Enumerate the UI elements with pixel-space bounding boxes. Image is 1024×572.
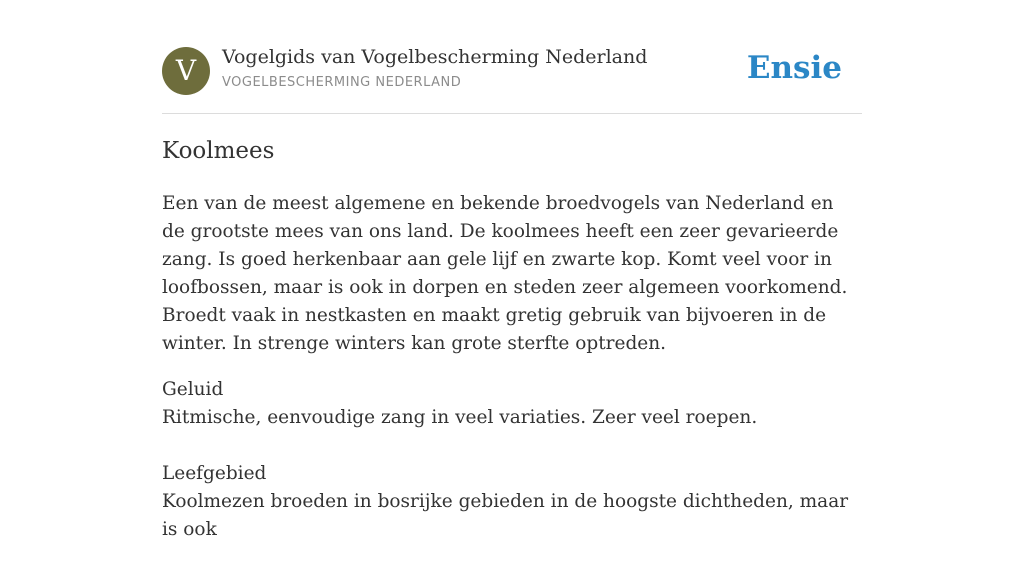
source-header: [162, 0, 862, 114]
entry-description: Een van de meest algemene en bekende broedvogels van Nederland en de grootste mees van ons land. De koolmees heeft een zeer gevarieerde zang. Is goed herkenbaar aan gele lijf en zwarte kop. Komt veel voor in loofbossen, maar is ook in dorpen en steden zeer algemeen voorkomend. Broedt vaak in nestkasten en maakt gretig gebruik van bijvoeren in de winter. In strenge winters kan grote sterfte optreden.: [162, 193, 848, 354]
entry-title: Koolmees: [162, 138, 275, 164]
source-title[interactable]: Vogelgids van Vogelbescherming Nederland: [222, 46, 648, 68]
section-heading: Leefgebied: [162, 463, 267, 484]
section-text: Ritmische, eenvoudige zang in veel variaties. Zeer veel roepen.: [162, 407, 758, 428]
section-geluid: [162, 376, 862, 432]
source-avatar[interactable]: V: [162, 47, 210, 95]
section-leefgebied: [162, 460, 862, 544]
section-heading: Geluid: [162, 379, 224, 400]
source-publisher[interactable]: VOGELBESCHERMING NEDERLAND: [222, 75, 462, 90]
brand-logo[interactable]: Ensie: [746, 50, 842, 86]
entry-content: [162, 190, 862, 572]
section-text: Koolmezen broeden in bosrijke gebieden in de hoogste dichtheden, maar is ook: [162, 491, 849, 540]
page-container: [162, 0, 862, 540]
